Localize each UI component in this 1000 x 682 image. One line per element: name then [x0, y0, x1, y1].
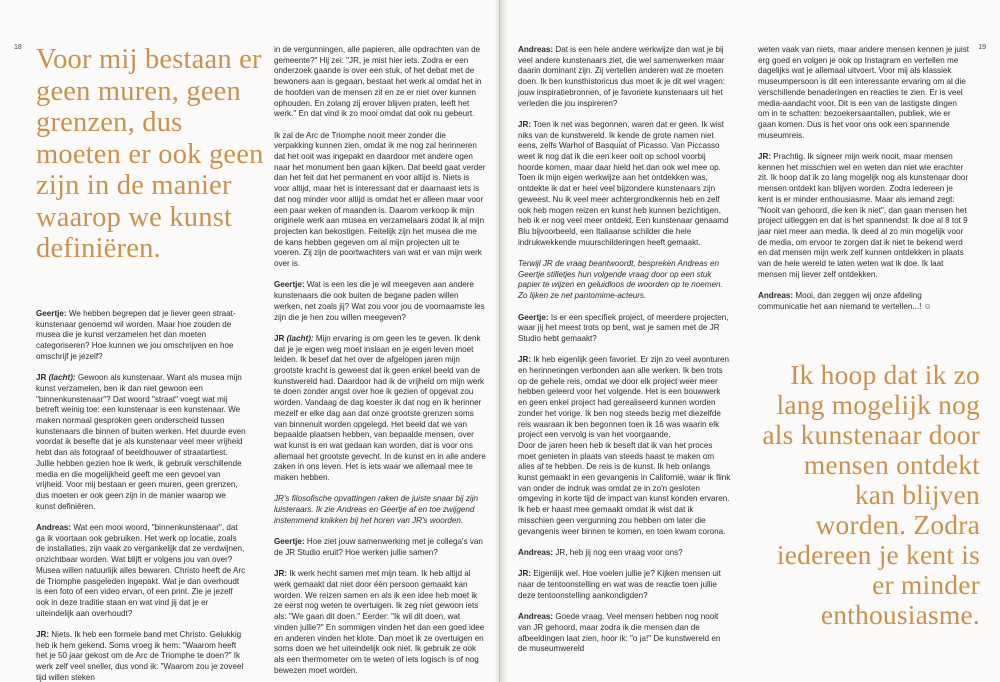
paragraph — [36, 523, 246, 619]
book-gutter — [494, 0, 508, 682]
pull-quote-right: Ik hoop dat ik zo lang mogelijk nog als kunstenaar door mensen ontdekt kan blijven worden. Zodra iedereen je kent is er minder enthousiasme. — [762, 359, 980, 630]
paragraph-text: JR, heb jij nog een vraag voor ons? — [553, 547, 683, 557]
paragraph — [274, 569, 486, 676]
paragraph-text: Toen ik net was begonnen, waren dat er geen. Ik wist niks van de kunstwereld. Ik kende de grote namen niet eens, zelfs Warhol of Basquiat of Picasso. Van Piccasso weet ik nog dat ik die een keer ooit op school voorbij hoorde komen, maar daar hield het dan ook wel mee op. Toen ik mijn eigen werkwijze aan het ontdekken was, ontdekte ik dat er heel veel bijzondere kunstenaars zijn geweest. Nu ik veel meer achtergrondkennis heb en zelf ook heb mogen reizen en kunst heb kunnen bezichtigen, heb ik er nog veel meer ontdekt. Een kunstenaar genaamd Blu bijvoorbeeld, een Italiaanse schilder die hele indrukwekkende muurschilderingen heeft gemaakt. — [518, 119, 729, 247]
paragraph — [758, 45, 970, 141]
paragraph — [274, 131, 486, 270]
paragraph-text: Is er een specifiek project, of meerdere projecten, waar jij het meest trots op bent, wat je samen met de JR Studio hebt gemaakt? — [518, 312, 729, 343]
paragraph — [36, 630, 246, 682]
paragraph-text: Hoe ziet jouw samenwerking met je collega's van de JR Studio eruit? Hoe werken jullie samen? — [274, 537, 483, 557]
paragraph — [518, 120, 731, 248]
paragraph — [274, 45, 486, 120]
paragraph — [274, 537, 486, 558]
text-column-2 — [274, 45, 486, 682]
paragraph — [36, 309, 246, 363]
speaker-name: JR — [36, 373, 49, 383]
paragraph-text: Goede vraag. Veel mensen hebben nog nooit van JR gehoord, maar zodra ik die mensen dan de afbeeldingen laat zien, hoor ik: "o ja!" De kunstwereld en de museumwereld — [518, 612, 721, 654]
speaker-name: Geertje: — [518, 312, 549, 322]
paragraph — [36, 373, 246, 512]
speaker-name: Andreas: — [36, 523, 72, 533]
speaker-name: Andreas: — [758, 291, 794, 301]
text-column-1 — [36, 309, 246, 682]
speaker-name: Andreas: — [518, 547, 554, 557]
text-column-3 — [518, 45, 731, 666]
paragraph-text: We hebben begrepen dat je liever geen straatkunstenaar genoemd wil worden. Maar hoe zouden de musea die je kunst verzamelen het dan moeten categoriseren? Hoe kunnen we jou omschrijven en hoe omschrijf je jezelf? — [36, 309, 236, 361]
paragraph — [758, 152, 970, 280]
paragraph-text: Ik zal de Arc de Triomphe nooit meer zonder die verpakking kunnen zien, omdat ik me nog zal herinneren dat het ooit was ingepakt en daardoor met andere ogen naar het monument ben gaan kijken. Dat beeld gaat verder dan het feit dat het permanent en voor altijd is. Niets is voor altijd, maar het is interessant dat er daarnaast iets is dat nog minder voor altijd is omdat het er alleen maar voor een paar weken of maanden is. Daarom verkoop ik mijn originele werk aan musea en verzamelaars zodat ik al mijn projecten kan bekostigen. Feitelijk zijn het musea die me de kans hebben gegeven om al mijn projecten uit te voeren. Zij zijn de poortwachters van wat er van mijn werk over is. — [274, 130, 486, 269]
speaker-name: JR: — [758, 152, 772, 162]
paragraph — [274, 334, 486, 484]
speaker-name: Geertje: — [274, 280, 305, 290]
speaker-name: JR: — [518, 355, 532, 365]
speaker-name: Geertje: — [274, 537, 305, 547]
paragraph — [518, 569, 731, 601]
speaker-name: JR: — [274, 569, 288, 579]
speaker-aside: (lacht): — [286, 333, 314, 343]
paragraph-text: Ik heb eigenlijk geen favoriet. Er zijn zo veel avonturen en herinneringen verbonden aan alle werken. Ik ben trots op de gehele reis, omdat we door elk project weer meer hebben geleerd voor het volgende. Het is een bouwwerk en geen enkel project had gerealiseerd kunnen worden zonder het vorige. Ik ben nog steeds bezig met diezelfde reis waaraan ik ben begonnen toen ik 16 was waarin elk project een vervolg is van het voorgaande. — [518, 355, 730, 440]
paragraph-text: Niets. Ik heb een formele band met Christo. Gelukkig heb ik hem gekend. Soms vroeg ik hem: "Waarom heeft het je 50 jaar gekost om de Arc de Triomphe te doen?" Ik werk zelf veel sneller, dus vond ik: "Waarom zou je zoveel tijd willen steken — [36, 630, 244, 682]
page-number-right: 19 — [978, 44, 986, 51]
paragraph-text: Mooi, dan zeggen wij onze afdeling communicatie het aan niemand te vertellen...! — [758, 291, 924, 311]
speaker-name: JR: — [518, 119, 532, 129]
speaker-name: Andreas: — [518, 45, 554, 54]
paragraph-text: Wat een mooi woord, "binnenkunstenaar", dat ga ik voortaan ook gebruiken. Het werk op locatie, zoals de installaties, zijn vaak zo vergankelijk dat ze verdwijnen, onzichtbaar worden. Wat blijft er volgens jou van over? Musea willen natuurlijk alles bewaren. Christo heeft de Arc de Triomphe pasgeleden ingepakt. Wat je dan overhoudt is een foto of een video ervan, of een print. Zie je jezelf ook in deze traditie staan en wat vind jij dat je er uiteindelijk aan overhoudt? — [36, 523, 246, 618]
paragraph-text: weten vaak van niets, maar andere mensen kennen je juist erg goed en volgen je ook op Instagram en vertellen me dagelijks wat je allemaal uitvoert. Voor mij als klassiek museumpersoon is dit een interessante ervaring om al die verschillende benaderingen en reacties te zien. Er is veel media-aandacht voor. Dit is een van de lastigste dingen om in te schatten: bezoekersaantallen, publiek, wie er gaan komen. Dus is het voor ons ook een spannende museumreis. — [758, 45, 970, 140]
smiley-icon: ☺ — [923, 301, 932, 311]
paragraph-text: Dat is een hele andere werkwijze dan wat je bij veel andere kunstenaars ziet, die wel samenwerken maar daarin dominant zijn. Zij vertellen anderen wat ze moeten doen. Ik ben kunsthistoricus dus moet ik je dit wel vragen: jouw inspiratiebronnen, of je favoriete kunstenaars uit het verleden die jou inspireren? — [518, 45, 725, 108]
italic-aside: JR's filosofische opvattingen raken de juiste snaar bij zijn luisteraars. Ik zie Andreas en Geertje af en toe zwijgend instemmend knikken bij het horen van JR's woorden. — [274, 494, 478, 525]
paragraph-text: Eigenlijk wel. Hoe voelen jullie je? Kijken mensen uit naar de tentoonstelling en wat was de reactie toen jullie deze tentoonstelling aankondigden? — [518, 569, 721, 600]
paragraph — [518, 259, 731, 302]
paragraph — [518, 313, 731, 345]
paragraph — [274, 280, 486, 323]
speaker-aside: (lacht): — [48, 373, 76, 383]
paragraph-text: Ik werk hecht samen met mijn team. Ik heb altijd al werk gemaakt dat niet door één persoon gemaakt kan worden. We reizen samen en als ik een idee heb moet ik ze eerst nog weten te overtuigen. Ik zeg niet gewoon iets als: "We gaan dit doen." Eerder: "Ik wil dit doen, wat vinden jullie?" En sommigen vinden het dan een goed idee en anderen vinden het klote. Dan moet ik ze overtuigen en soms doen we het uiteindelijk ook niet. Ik gebruik ze ook als een thermometer om te weten of iets logisch is of nog bewezen moet worden. — [274, 569, 485, 675]
paragraph-text: Prachtig. Ik signeer mijn werk nooit, maar mensen kennen het misschien wel en weten dan niet wie erachter zit. Ik hoop dat ik zo lang mogelijk nog als kunstenaar door mensen ontdekt kan blijven worden. Zodra iedereen je kent is er minder enthousiasme. Maar als iemand zegt: "Nooit van gehoord, die ken ik niet", dan gaan mensen het project uitleggen en dat is het spannendst. Ik doe al 8 tot 9 jaar niet meer aan media. Ik deed al zo min mogelijk voor de media, om ervoor te zorgen dat ik niet te bekend werd en dat mensen mijn werk zelf kunnen ontdekken in plaats van de hele wereld te laten weten wat ik doe. Ik laat mensen mij liever zelf ontdekken. — [758, 152, 969, 279]
speaker-name: JR: — [36, 630, 50, 640]
paragraph — [758, 291, 970, 312]
speaker-name: JR: — [518, 569, 532, 579]
speaker-name: Andreas: — [518, 612, 554, 622]
pull-quote-left: Voor mij bestaan er geen muren, geen grenzen, dus moeten er ook geen zijn in de manier waarop we kunst definiëren. — [36, 44, 264, 264]
paragraph-text: Mijn ervaring is om geen les te geven. Ik denk dat je je eigen weg moet inslaan en je eigen leven moet leiden. Ik besef dat het over de afgelopen jaren mijn grootste kracht is geweest dat ik geen enkel beeld van de kunstwereld had. Daardoor had ik de vrijheid om mijn werk te doen zonder angst over hoe ik gezien of opgevat zou worden. Vandaag de dag koester ik dat nog en ik herinner mezelf er elke dag aan dat onze grootste grenzen soms van binnenuit worden opgelegd. Het beeld dat we van bepaalde plaatsen hebben, van bepaalde mensen, over wat kunst is en wat gedaan kan worden, dat is voor ons allemaal het grootste gevecht. In de kunst en in alle andere zaken in ons leven. Het is iets waar we allemaal mee te maken hebben. — [274, 333, 486, 483]
text-column-4 — [758, 45, 970, 323]
paragraph-text: Gewoon als kunstenaar. Want als musea mijn kunst verzamelen, ben ik dan niet gewoon een "binnenkunstenaar"? Dat woord "straat" voegt wat mij betreft weinig toe: een kunstenaar is een kunstenaar. We maken normaal gesproken geen onderscheid tussen kunstenaars die binnen of buiten werken. Het duurde even voordat ik besefte dat je als kunstenaar veel meer vrijheid hebt dan als fotograaf of beeldhouwer of straatartiest. Jullie hebben gezien hoe ik werk, ik gebruik verschillende media en die mogelijkheid geeft me een gevoel van vrijheid. Voor mij bestaan er geen muren, geen grenzen, dus moeten er ook geen zijn in de manier waarop we kunst definiëren. — [36, 373, 246, 511]
paragraph-text: Door de jaren heen heb ik beseft dat ik van het proces moet genieten in plaats van steeds haast te maken om alles af te hebben. De reis is de kunst. Ik heb onlangs kunst gemaakt in een gevangenis in Californië, waar ik flink van onder de indruk was omdat ze in zo'n gesloten omgeving in korte tijd de impact van kunst konden ervaren. Ik heb er haast mee gemaakt omdat ik wist dat ik misschien geen vergunning zou hebben om later die gevangenis weer binnen te komen, en toen kwam corona. — [518, 440, 731, 536]
page-number-left: 18 — [14, 44, 22, 51]
italic-aside: Terwijl JR de vraag beantwoordt, bespreken Andreas en Geertje stilletjes hun volgende vraag door op een stuk papier te wijzen en geluidloos de woorden op te noemen. Zo lijken ze net pantomime-acteurs. — [518, 259, 723, 301]
paragraph — [518, 355, 731, 537]
paragraph — [518, 45, 731, 109]
paragraph — [518, 548, 731, 559]
speaker-name: JR — [274, 333, 287, 343]
paragraph-text: Wat is een les die je wil meegeven aan andere kunstenaars die ook buiten de begane paden willen werken, net zoals jij? Wat zou voor jou de voornaamste les zijn die je hen zou willen meegeven? — [274, 280, 485, 322]
paragraph — [518, 612, 731, 655]
paragraph — [274, 494, 486, 526]
paragraph-text: in de vergunningen, alle papieren, alle opdrachten van de gemeente?" Hij zei: "JR, je mist hier iets. Zodra er een onderzoek gaande is over een stuk, of het debat met de bewoners aan is gegaan, bestaat het werk al omdat het in de hoofden van de mensen zit en ze er niet over kunnen ophouden. En zolang zij erover blijven praten, leeft het werk." En dat vind ik zo mooi omdat dat ook nu gebeurt. — [274, 45, 482, 119]
speaker-name: Geertje: — [36, 309, 67, 318]
